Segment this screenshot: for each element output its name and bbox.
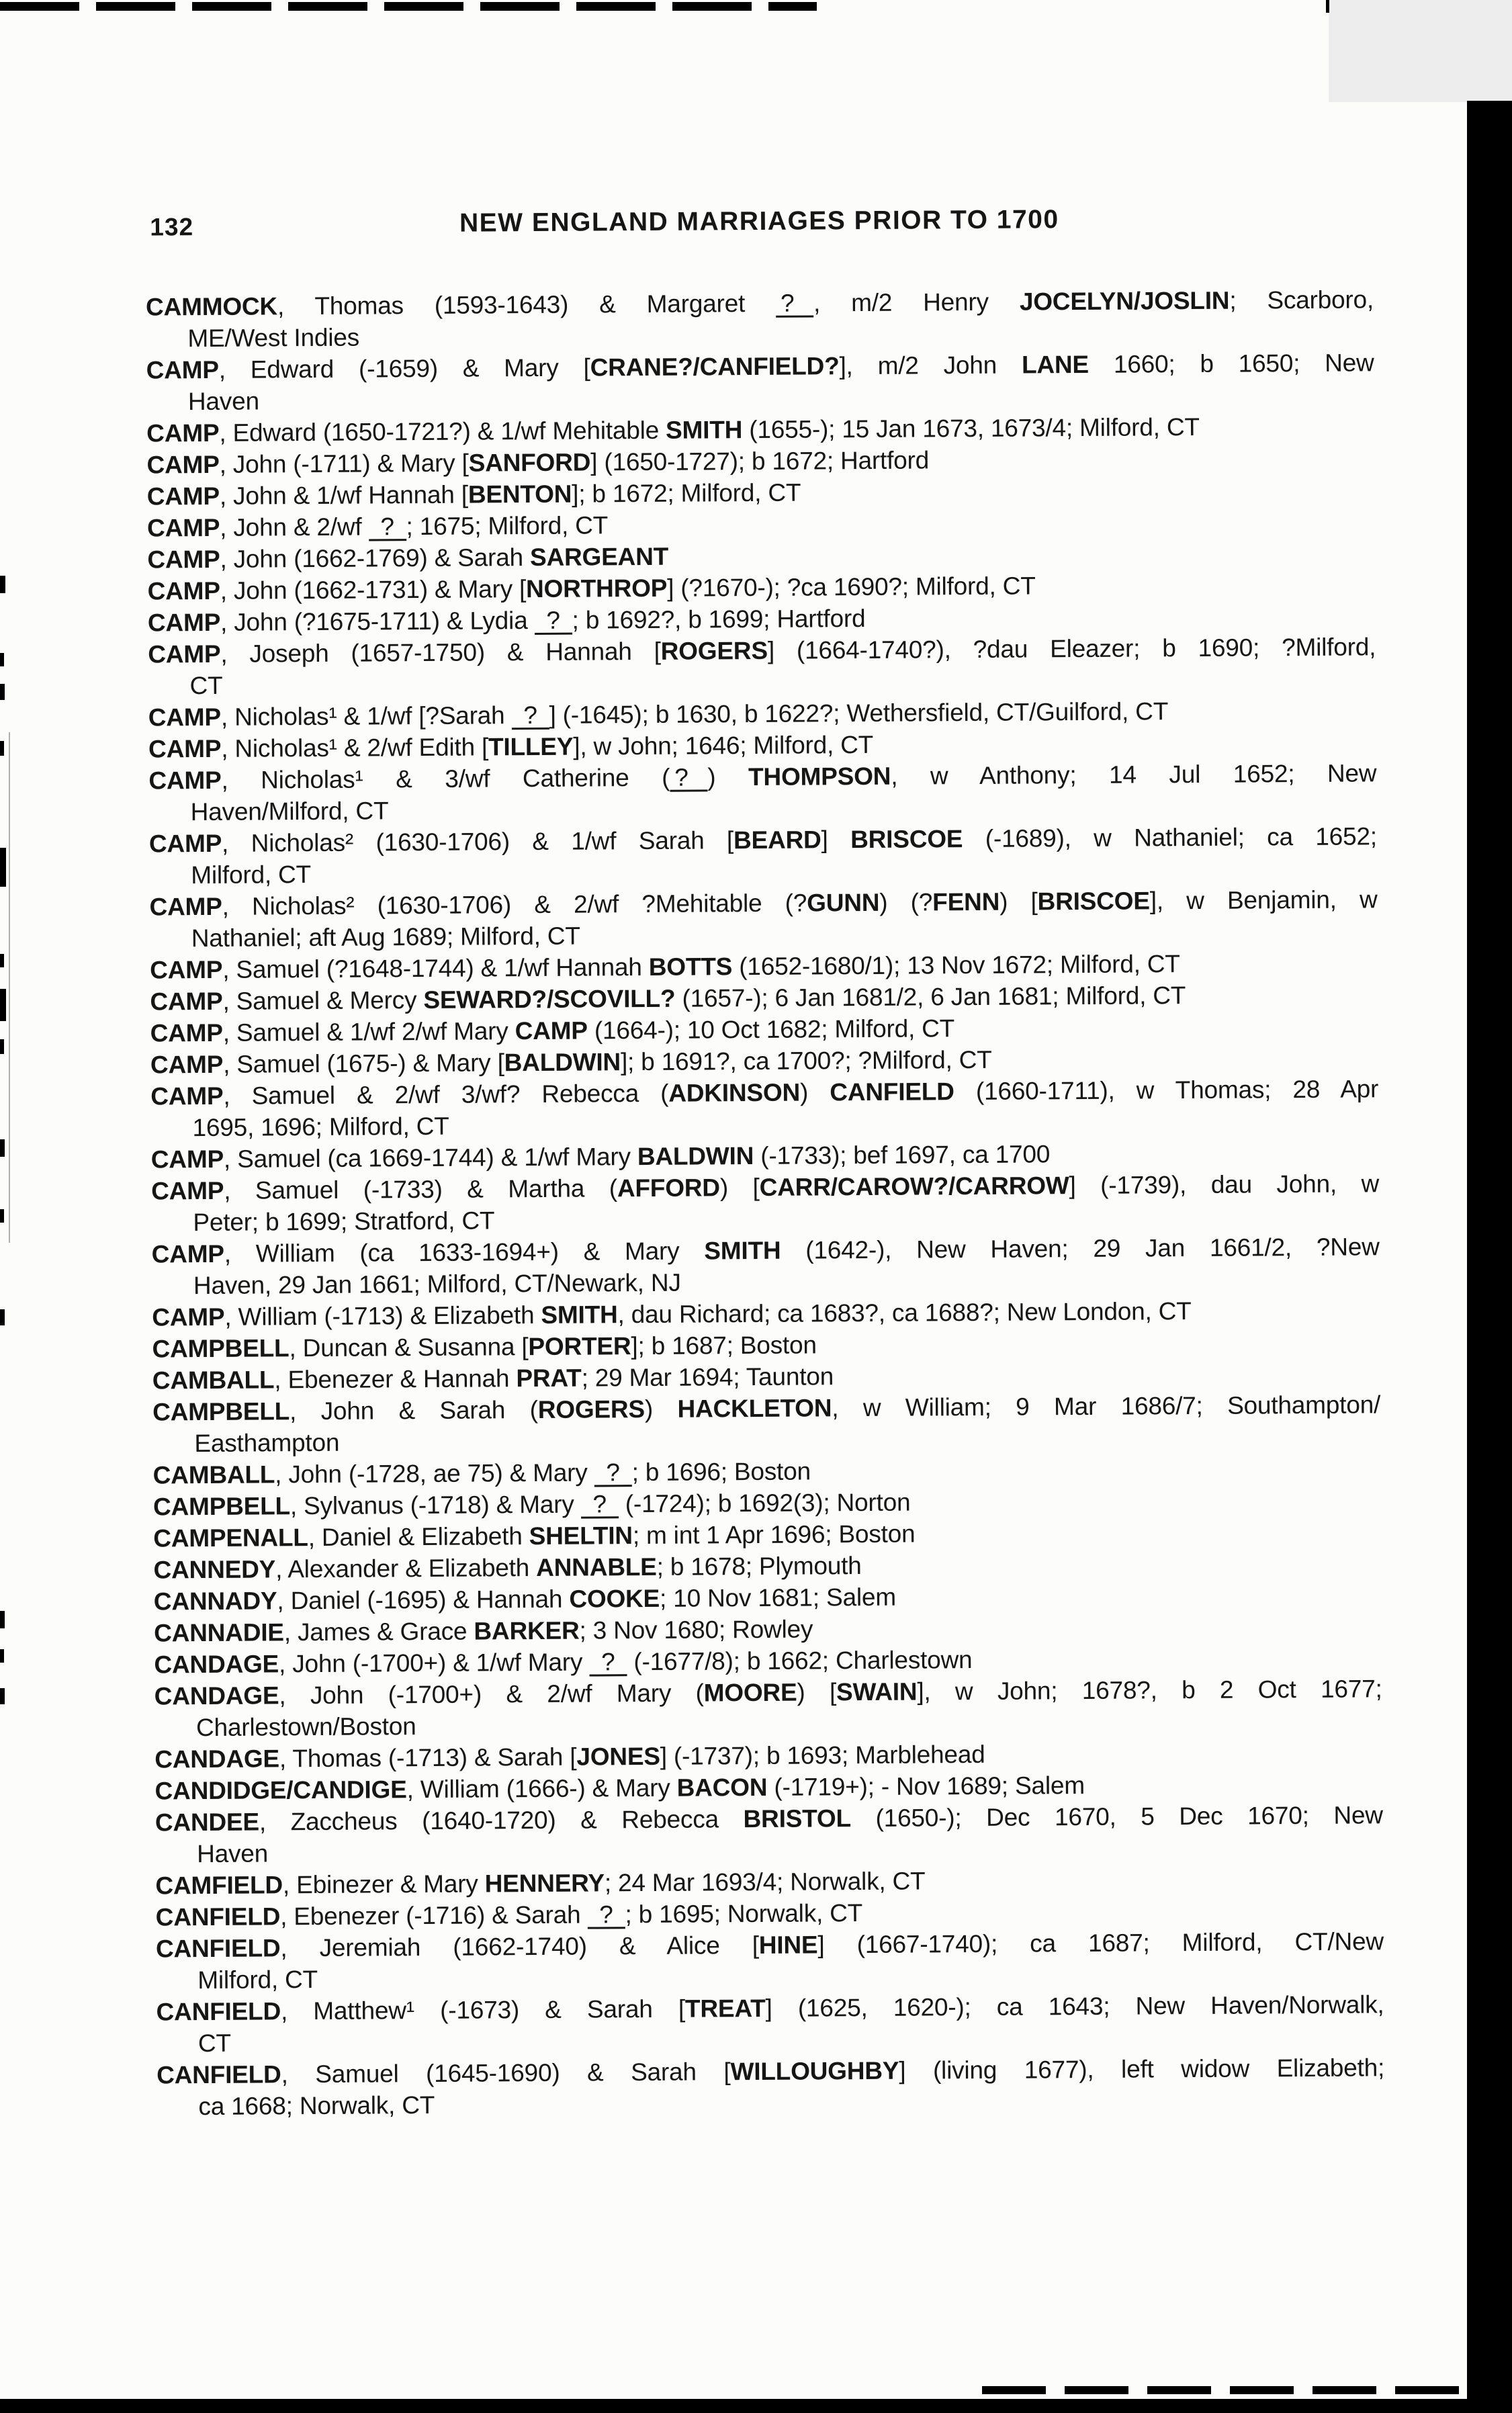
entry: CAMP, Nicholas¹ & 2/wf Edith [TILLEY], w John; 1646; Milford, CT — [148, 730, 874, 763]
entry: CAMP, Joseph (1657-1750) & Hannah [ROGERS] (1664-1740?), ?dau Eleazer; b 1690; ?Milford, CT — [148, 633, 1376, 700]
entry: CAMMOCK, Thomas (1593-1643) & Margaret ? , m/2 Henry JOCELYN/JOSLIN; Scarboro, ME/West Indies — [145, 286, 1374, 353]
entry: CAMP, Edward (-1659) & Mary [CRANE?/CANFIELD?], m/2 John LANE 1660; b 1650; New Haven — [146, 349, 1374, 416]
page-title: NEW ENGLAND MARRIAGES PRIOR TO 1700 — [459, 205, 1059, 238]
entry: CAMPENALL, Daniel & Elizabeth SHELTIN; m int 1 Apr 1696; Boston — [153, 1520, 916, 1552]
entry: CAMP, John (?1675-1711) & Lydia ? ; b 1692?, b 1699; Hartford — [147, 604, 866, 637]
entry: CAMP, Samuel & Mercy SEWARD?/SCOVILL? (1657-); 6 Jan 1681/2, 6 Jan 1681; Milford, CT — [150, 981, 1186, 1016]
entry: CAMP, Nicholas¹ & 3/wf Catherine ( ? ) THOMPSON, w Anthony; 14 Jul 1652; New Haven/Milford, CT — [148, 759, 1377, 826]
entry: CANFIELD, Samuel (1645-1690) & Sarah [WILLOUGHBY] (living 1677), left widow Elizabeth; ca 1668; Norwalk, CT — [157, 2054, 1385, 2121]
entry: CANDEE, Zaccheus (1640-1720) & Rebecca BRISTOL (1650-); Dec 1670, 5 Dec 1670; New Haven — [154, 1801, 1383, 1868]
entry: CAMP, Samuel (?1648-1744) & 1/wf Hannah BOTTS (1652-1680/1); 13 Nov 1672; Milford, CT — [149, 950, 1180, 984]
entry: CANDAGE, Thomas (-1713) & Sarah [JONES] (-1737); b 1693; Marblehead — [154, 1740, 985, 1773]
entry: CAMP, Samuel (-1733) & Martha (AFFORD) [CARR/CAROW?/CARROW] (-1739), dau John, w Peter; b 1699; Stratford, CT — [150, 1170, 1380, 1237]
entry: CAMBALL, Ebenezer & Hannah PRAT; 29 Mar 1694; Taunton — [152, 1362, 834, 1395]
entry: CAMP, John (1662-1731) & Mary [NORTHROP] (?1670-); ?ca 1690?; Milford, CT — [147, 572, 1036, 605]
entry: CANDAGE, John (-1700+) & 2/wf Mary (MOORE) [SWAIN], w John; 1678?, b 2 Oct 1677; Charlestown/Boston — [154, 1675, 1382, 1742]
entry: CAMBALL, John (-1728, ae 75) & Mary ? ; b 1696; Boston — [152, 1457, 811, 1489]
entry: CAMP, Samuel & 1/wf 2/wf Mary CAMP (1664-); 10 Oct 1682; Milford, CT — [150, 1014, 955, 1047]
entry: CANNEDY, Alexander & Elizabeth ANNABLE; b 1678; Plymouth — [153, 1552, 862, 1584]
entry: CANNADY, Daniel (-1695) & Hannah COOKE; 10 Nov 1681; Salem — [153, 1583, 897, 1616]
entry: CAMPBELL, John & Sarah (ROGERS) HACKLETON, w William; 9 Mar 1686/7; Southampton/ Easthampton — [152, 1391, 1381, 1458]
entry: CAMP, Samuel (ca 1669-1744) & 1/wf Mary BALDWIN (-1733); bef 1697, ca 1700 — [150, 1140, 1051, 1174]
entry: CAMP, Nicholas¹ & 1/wf [?Sarah ? ] (-1645); b 1630, b 1622?; Wethersfield, CT/Guilford, CT — [148, 697, 1169, 732]
entry: CAMP, William (-1713) & Elizabeth SMITH, dau Richard; ca 1683?, ca 1688?; New London, CT — [152, 1297, 1192, 1331]
entry: CAMP, John (-1711) & Mary [SANFORD] (1650-1727); b 1672; Hartford — [146, 446, 930, 479]
entry: CANFIELD, Jeremiah (1662-1740) & Alice [HINE] (1667-1740); ca 1687; Milford, CT/New Milford, CT — [155, 1927, 1384, 1994]
entries-list — [146, 283, 1385, 2122]
page-number: 132 — [150, 213, 194, 241]
entry: CAMP, Nicholas² (1630-1706) & 2/wf ?Mehitable (?GUNN) (?FENN) [BRISCOE], w Benjamin, w Nathaniel; aft Aug 1689; Milford, CT — [149, 885, 1378, 953]
entry: CAMPBELL, Duncan & Susanna [PORTER]; b 1687; Boston — [152, 1331, 817, 1363]
entry: CANDIDGE/CANDIGE, William (1666-) & Mary BACON (-1719+); - Nov 1689; Salem — [154, 1771, 1085, 1805]
entry: CAMP, Samuel & 2/wf 3/wf? Rebecca (ADKINSON) CANFIELD (1660-1711), w Thomas; 28 Apr 1695, 1696; Milford, CT — [150, 1075, 1379, 1142]
entry: CAMP, Edward (1650-1721?) & 1/wf Mehitable SMITH (1655-); 15 Jan 1673, 1673/4; Milford, CT — [146, 412, 1200, 447]
entry: CAMP, John & 2/wf ? ; 1675; Milford, CT — [146, 511, 609, 542]
entry: CAMP, Samuel (1675-) & Mary [BALDWIN]; b 1691?, ca 1700?; ?Milford, CT — [150, 1045, 992, 1079]
entry: CAMPBELL, Sylvanus (-1718) & Mary ? (-1724); b 1692(3); Norton — [152, 1488, 911, 1521]
entry: CAMP, William (ca 1633-1694+) & Mary SMITH (1642-), New Haven; 29 Jan 1661/2, ?New Haven, 29 Jan 1661; Milford, CT/Newark, NJ — [151, 1233, 1380, 1300]
entry: CAMP, Nicholas² (1630-1706) & 1/wf Sarah [BEARD] BRISCOE (-1689), w Nathaniel; ca 1652; Milford, CT — [148, 822, 1378, 889]
entry: CAMP, John (1662-1769) & Sarah SARGEANT — [147, 542, 669, 574]
entry: CANFIELD, Matthew¹ (-1673) & Sarah [TREAT] (1625, 1620-); ca 1643; New Haven/Norwalk, CT — [156, 1990, 1384, 2058]
entry: CANNADIE, James & Grace BARKER; 3 Nov 1680; Rowley — [154, 1615, 813, 1647]
entry: CAMP, John & 1/wf Hannah [BENTON]; b 1672; Milford, CT — [146, 478, 801, 511]
entry: CANDAGE, John (-1700+) & 1/wf Mary ? (-1677/8); b 1662; Charlestown — [154, 1646, 973, 1679]
entry: CAMFIELD, Ebinezer & Mary HENNERY; 24 Mar 1693/4; Norwalk, CT — [155, 1867, 926, 1900]
entry: CANFIELD, Ebenezer (-1716) & Sarah ? ; b 1695; Norwalk, CT — [155, 1899, 863, 1931]
